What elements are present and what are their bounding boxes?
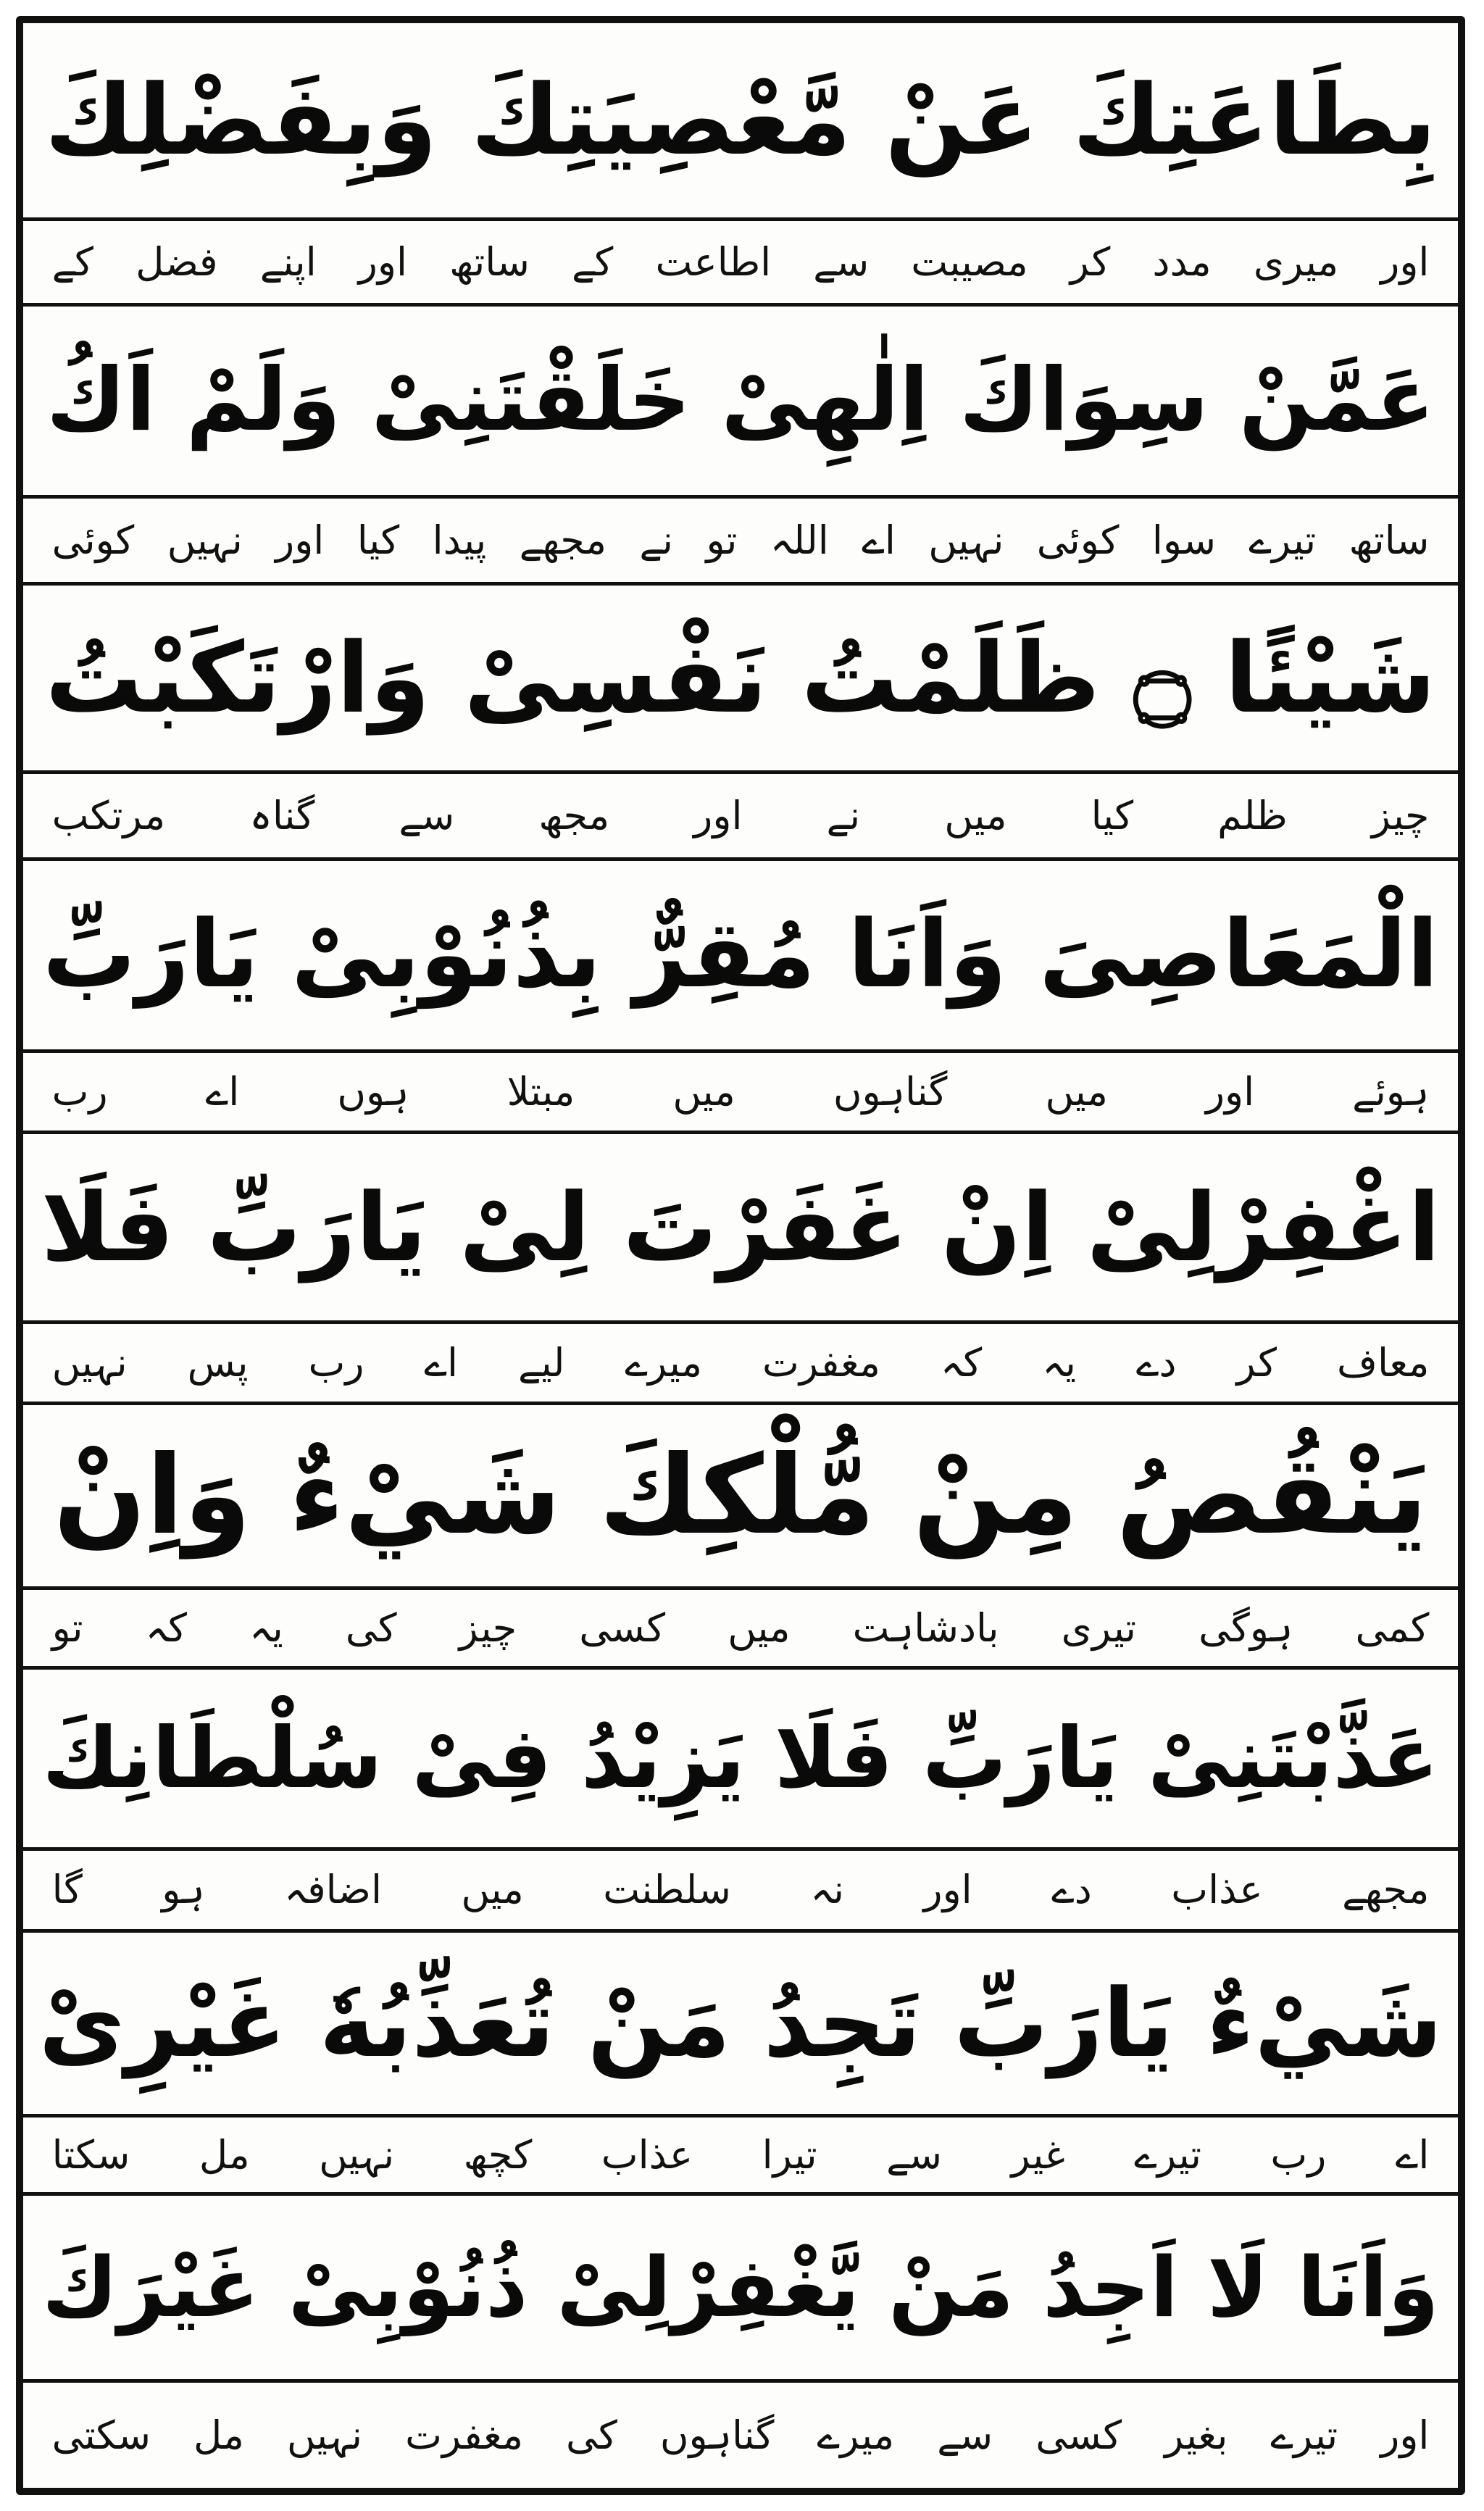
urdu-translation: ہوئے اور میں گناہوں میں مبتلا ہوں اے رب <box>51 1068 1430 1115</box>
arabic-text: عَذَّبْتَنِىْ يَارَبِّ فَلَا يَزِيْدُ فِىْ سُلْطَانِكَ <box>42 1709 1439 1807</box>
urdu-line-6 <box>23 1590 1458 1670</box>
arabic-text: شَيْءٌ يَارَبِّ تَجِدُ مَنْ تُعَذِّبُهٗ غَيْرِىْ <box>38 1968 1443 2078</box>
arabic-text: وَاَنَا لَا اَجِدُ مَنْ يَّغْفِرْلِىْ ذُنُوْبِىْ غَيْرَكَ <box>42 2239 1439 2336</box>
arabic-line-3 <box>23 586 1458 774</box>
urdu-line-9 <box>23 2383 1458 2488</box>
arabic-line-5 <box>23 1134 1458 1324</box>
arabic-text: شَيْئًا ۝ ظَلَمْتُ نَفْسِىْ وَارْتَكَبْتُ <box>45 621 1436 735</box>
arabic-text: يَنْقُصُ مِنْ مُّلْكِكَ شَيْءٌ وَاِنْ <box>53 1433 1428 1559</box>
urdu-translation: ساتھ تیرے سوا کوئی نہیں اے اللہ تو نے مجھے پیدا کیا اور نہیں کوئی <box>51 517 1430 563</box>
urdu-line-2 <box>23 499 1458 586</box>
urdu-translation: مجھے عذاب دے اور نہ سلطنت میں اضافہ ہو گا <box>51 1867 1430 1912</box>
urdu-line-3 <box>23 774 1458 861</box>
arabic-text: بِطَاعَتِكَ عَنْ مَّعْصِيَتِكَ وَبِفَضْلِكَ <box>44 64 1437 177</box>
urdu-translation: معاف کر دے یہ کہ مغفرت میرے لیے اے رب پس نہیں <box>51 1339 1430 1386</box>
urdu-line-7 <box>23 1851 1458 1933</box>
arabic-line-1 <box>23 23 1458 221</box>
urdu-translation: اور میری مدد کر مصیبت سے اطاعت کے ساتھ اور اپنے فضل کے <box>51 238 1430 285</box>
arabic-line-6 <box>23 1405 1458 1590</box>
urdu-translation: اے رب تیرے غیر سے تیرا عذاب کچھ نہیں مل سکتا <box>51 2131 1430 2178</box>
arabic-text: عَمَّنْ سِوَاكَ اِلٰهِىْ خَلَقْتَنِىْ وَلَمْ اَكُ <box>46 350 1435 451</box>
urdu-line-1 <box>23 221 1458 307</box>
urdu-translation: کمی ہوگی تیری بادشاہت میں کسی چیز کی یہ کہ تو <box>51 1604 1430 1651</box>
arabic-text: اغْفِرْلِىْ اِنْ غَفَرْتَ لِىْ يَارَبِّ فَلَا <box>41 1172 1441 1283</box>
urdu-line-8 <box>23 2118 1458 2196</box>
arabic-line-7 <box>23 1670 1458 1851</box>
page-border-frame <box>16 16 1465 2495</box>
arabic-text: الْمَعَاصِىَ وَاَنَا مُقِرٌّ بِذُنُوْبِىْ يَارَبِّ <box>42 901 1439 1009</box>
arabic-line-2 <box>23 307 1458 499</box>
arabic-line-8 <box>23 1933 1458 2118</box>
urdu-translation: چیز ظلم کیا میں نے اور مجھ سے گناہ مرتکب <box>51 792 1430 838</box>
urdu-translation: اور تیرے بغیر کسی سے میرے گناہوں کی مغفرت نہیں مل سکتی <box>51 2412 1430 2458</box>
urdu-line-4 <box>23 1053 1458 1134</box>
arabic-line-4 <box>23 861 1458 1053</box>
arabic-line-9 <box>23 2196 1458 2383</box>
urdu-line-5 <box>23 1324 1458 1405</box>
